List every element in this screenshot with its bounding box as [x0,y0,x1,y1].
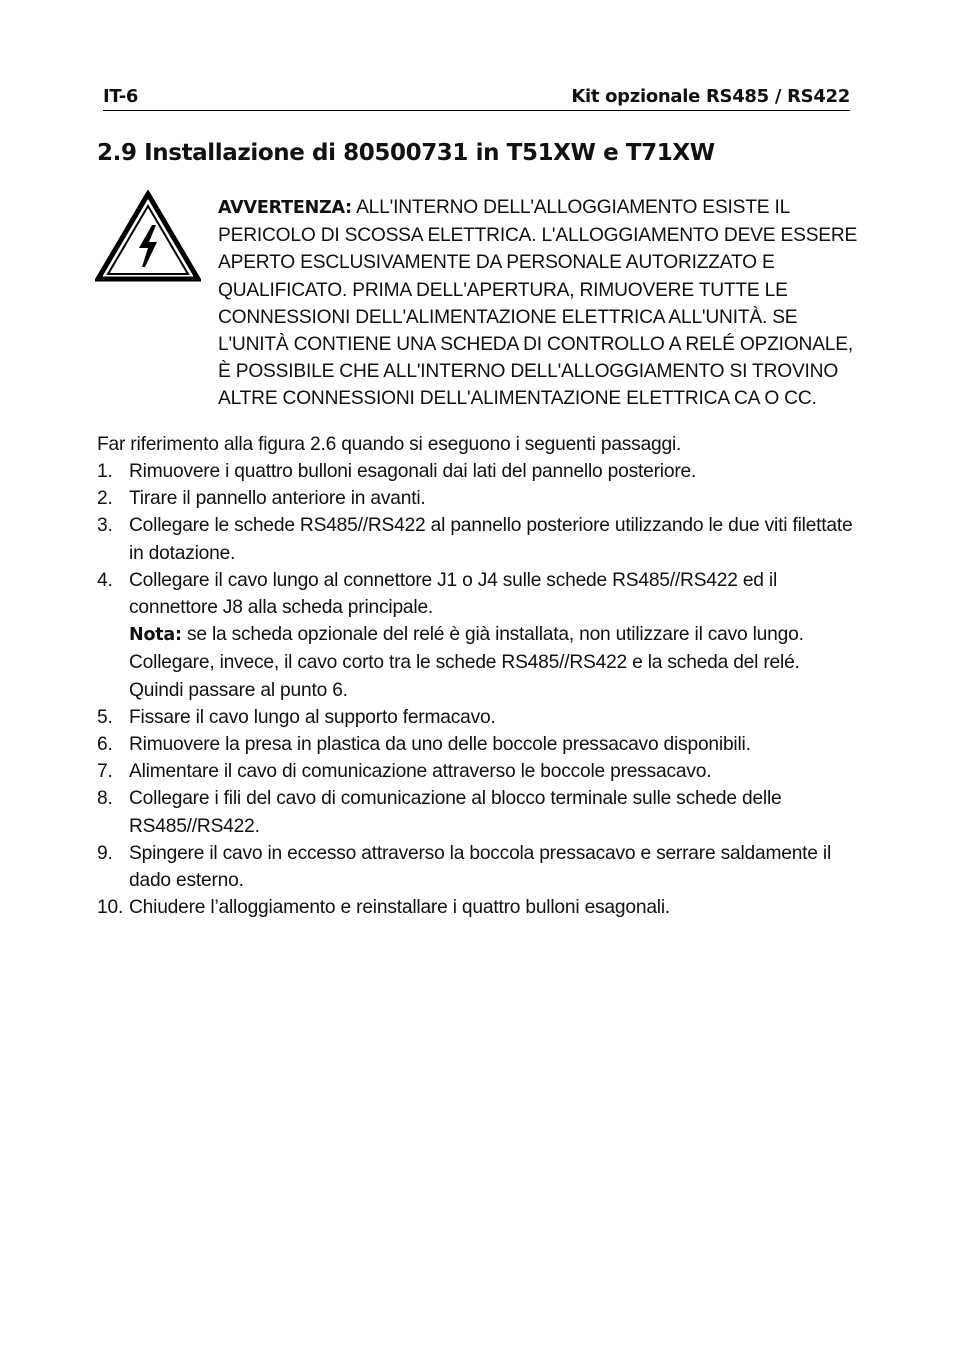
section-title: 2.9 Installazione di 80500731 in T51XW e T71XW [97,140,715,166]
warning-body: ALL'INTERNO DELL'ALLOGGIAMENTO ESISTE IL PERICOLO DI SCOSSA ELETTRICA. L'ALLOGGIAMENTO DEVE ESSERE APERTO ESCLUSIVAMENTE DA PERSONALE AUTORIZZATO E QUALIFICATO. PRIMA DELL'APERTURA, RIMUOVERE TUTTE LE CONNESSIONI DELL'ALIMENTAZIONE ELETTRICA ALL'UNITÀ. SE L'UNITÀ CONTIENE UNA SCHEDA DI CONTROLLO A RELÉ OPZIONALE, È POSSIBILE CHE ALL'INTERNO DELL'ALLOGGIAMENTO SI TROVINO ALTRE CONNESSIONI DELL'ALIMENTAZIONE ELETTRICA CA O CC. [218,197,858,410]
step-text: Collegare il cavo lungo al connettore J1 o J4 sulle schede RS485//RS422 ed il connettore J8 alla scheda principale. [129,569,778,619]
step-text: Chiudere l’alloggiamento e reinstallare i quattro bulloni esagonali. [129,897,671,919]
step-text: Collegare i fili del cavo di comunicazione al blocco terminale sulle schede delle RS485//RS422. [129,788,782,837]
step-text: Tirare il pannello anteriore in avanti. [129,488,426,510]
page-number: IT-6 [103,86,139,107]
list-item [97,704,857,731]
note-label: Nota: [129,625,182,646]
warning-text [218,194,863,413]
step-number: 9. [97,842,113,864]
step-number: 2. [97,488,113,510]
list-item [97,785,857,839]
header-title: Kit opzionale RS485 / RS422 [571,86,850,107]
step-number: 3. [97,515,113,537]
list-item [97,512,857,566]
list-item [97,567,857,704]
step-text: Collegare le schede RS485//RS422 al pannello posteriore utilizzando le due viti filettate in dotazione. [129,515,853,564]
step-text: Spingere il cavo in eccesso attraverso la boccola pressacavo e serrare saldamente il dado esterno. [129,842,832,892]
page-header [103,84,850,111]
step-text: Fissare il cavo lungo al supporto fermacavo. [129,706,496,728]
step-text: Alimentare il cavo di comunicazione attraverso le boccole pressacavo. [129,761,712,783]
step-number: 4. [97,569,113,591]
list-item [97,758,857,785]
list-item [97,485,857,512]
step-note [129,621,857,704]
step-number: 7. [97,761,113,783]
list-item [97,731,857,758]
step-number: 10. [97,897,124,919]
list-item [97,458,857,485]
step-text: Rimuovere i quattro bulloni esagonali dai lati del pannello posteriore. [129,461,697,482]
step-number: 5. [97,706,113,728]
step-number: 6. [97,734,113,756]
list-item [97,840,857,894]
step-number: 8. [97,788,113,810]
warning-label: AVVERTENZA: [218,198,352,218]
intro-text: Far riferimento alla figura 2.6 quando si eseguono i seguenti passaggi. [97,434,682,455]
list-item [97,894,857,921]
step-text: Rimuovere la presa in plastica da uno delle boccole pressacavo disponibili. [129,734,751,756]
electric-shock-warning-icon [95,190,201,284]
note-text: se la scheda opzionale del relé è già installata, non utilizzare il cavo lungo. Collegare, invece, il cavo corto tra le schede RS485//RS422 e la scheda del relé. Quindi passare al punto 6. [129,624,804,701]
steps-list [97,458,857,921]
step-number: 1. [97,461,113,482]
